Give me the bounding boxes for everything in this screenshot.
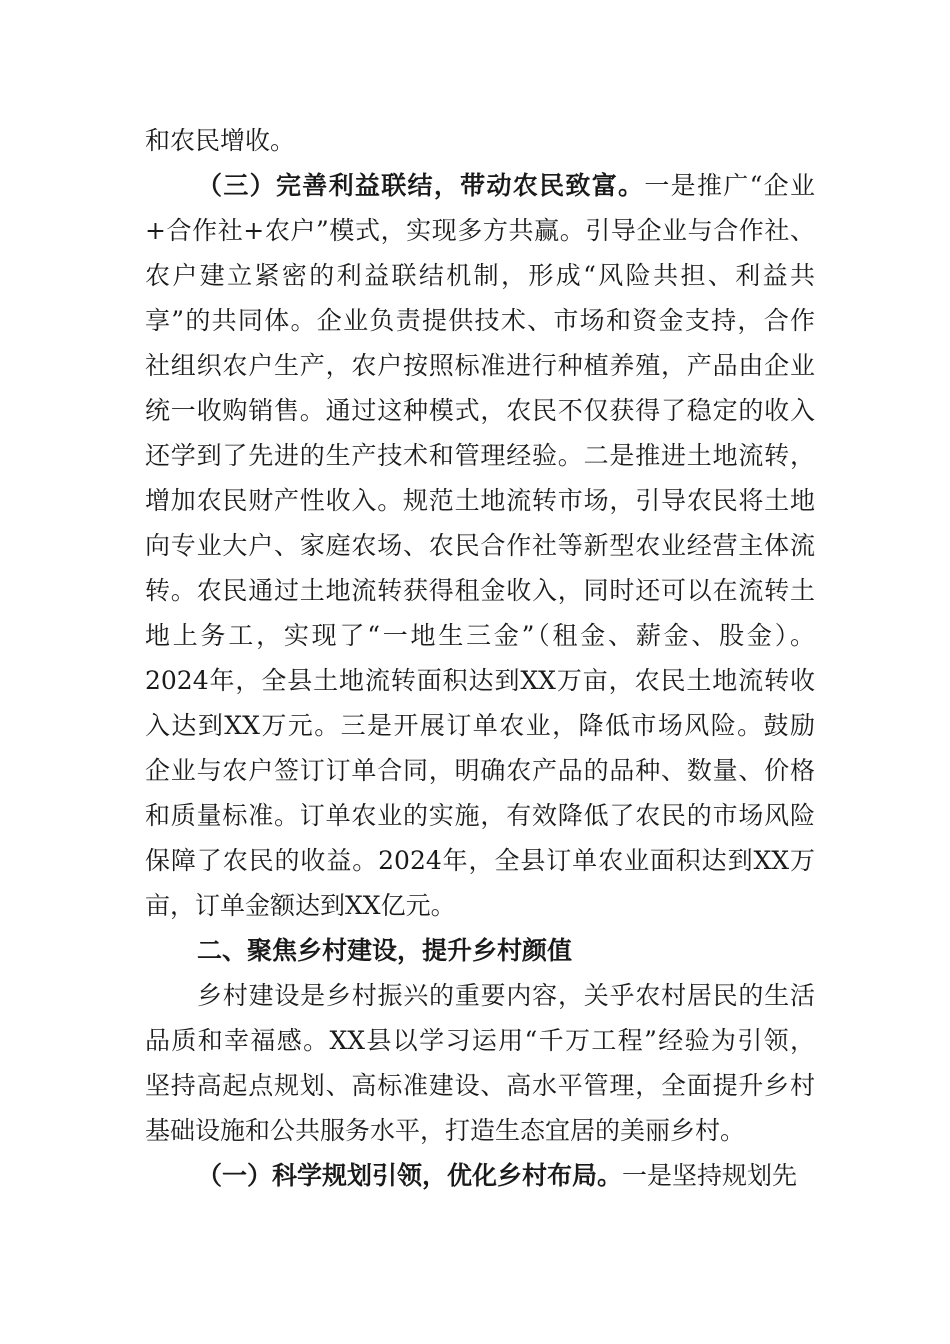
text-line: 一是推广“企业 xyxy=(644,171,815,200)
body-line: 和质量标准。订单农业的实施，有效降低了农民的市场风险 xyxy=(145,801,815,830)
subsection-1-heading: （一）科学规划引领，优化乡村布局。 xyxy=(197,1161,623,1190)
body-line: 增加农民财产性收入。规范土地流转市场，引导农民将土地 xyxy=(145,486,815,515)
body-line: 统一收购销售。通过这种模式，农民不仅获得了稳定的收入 xyxy=(145,396,815,425)
body-line: 享”的共同体。企业负责提供技术、市场和资金支持，合作 xyxy=(145,306,815,335)
subsection-1-first-line xyxy=(197,1154,815,1198)
body-line: 向专业大户、家庭农场、农民合作社等新型农业经营主体流 xyxy=(145,531,815,560)
body-line: 保障了农民的收益。2024年，全县订单农业面积达到XX万 xyxy=(145,846,815,875)
body-line: 品质和幸福感。XX县以学习运用“千万工程”经验为引领， xyxy=(145,1026,815,1055)
body-line: 亩，订单金额达到XX亿元。 xyxy=(145,891,456,920)
body-line: 基础设施和公共服务水平，打造生态宜居的美丽乡村。 xyxy=(145,1116,746,1145)
body-line: 2024年，全县土地流转面积达到XX万亩，农民土地流转收 xyxy=(145,666,815,695)
body-line: 乡村建设是乡村振兴的重要内容，关乎农村居民的生活 xyxy=(197,981,815,1010)
body-line: 企业与农户签订订单合同，明确农产品的品种、数量、价格 xyxy=(145,756,815,785)
subsection-3-heading: （三）完善利益联结，带动农民致富。 xyxy=(197,171,645,200)
body-line: 还学到了先进的生产技术和管理经验。二是推进土地流转， xyxy=(145,441,815,470)
subsection-3-first-line xyxy=(197,164,815,208)
body-line: 入达到XX万元。三是开展订单农业，降低市场风险。鼓励 xyxy=(145,711,815,740)
paragraph-continuation-line xyxy=(145,119,815,163)
section-2-heading: 二、聚焦乡村建设，提升乡村颜值 xyxy=(197,936,573,965)
text-line: 和农民增收。 xyxy=(145,126,296,155)
body-line: 坚持高起点规划、高标准建设、高水平管理，全面提升乡村 xyxy=(145,1071,815,1100)
body-line: +合作社+农户”模式，实现多方共赢。引导企业与合作社、 xyxy=(145,216,815,245)
body-line: 地上务工，实现了“一地生三金”（租金、薪金、股金）。 xyxy=(145,621,815,650)
body-line: 农户建立紧密的利益联结机制，形成“风险共担、利益共 xyxy=(145,261,815,290)
body-line: 社组织农户生产，农户按照标准进行种植养殖，产品由企业 xyxy=(145,351,815,380)
text-line: 一是坚持规划先 xyxy=(622,1161,798,1190)
body-line: 转。农民通过土地流转获得租金收入，同时还可以在流转土 xyxy=(145,576,815,605)
